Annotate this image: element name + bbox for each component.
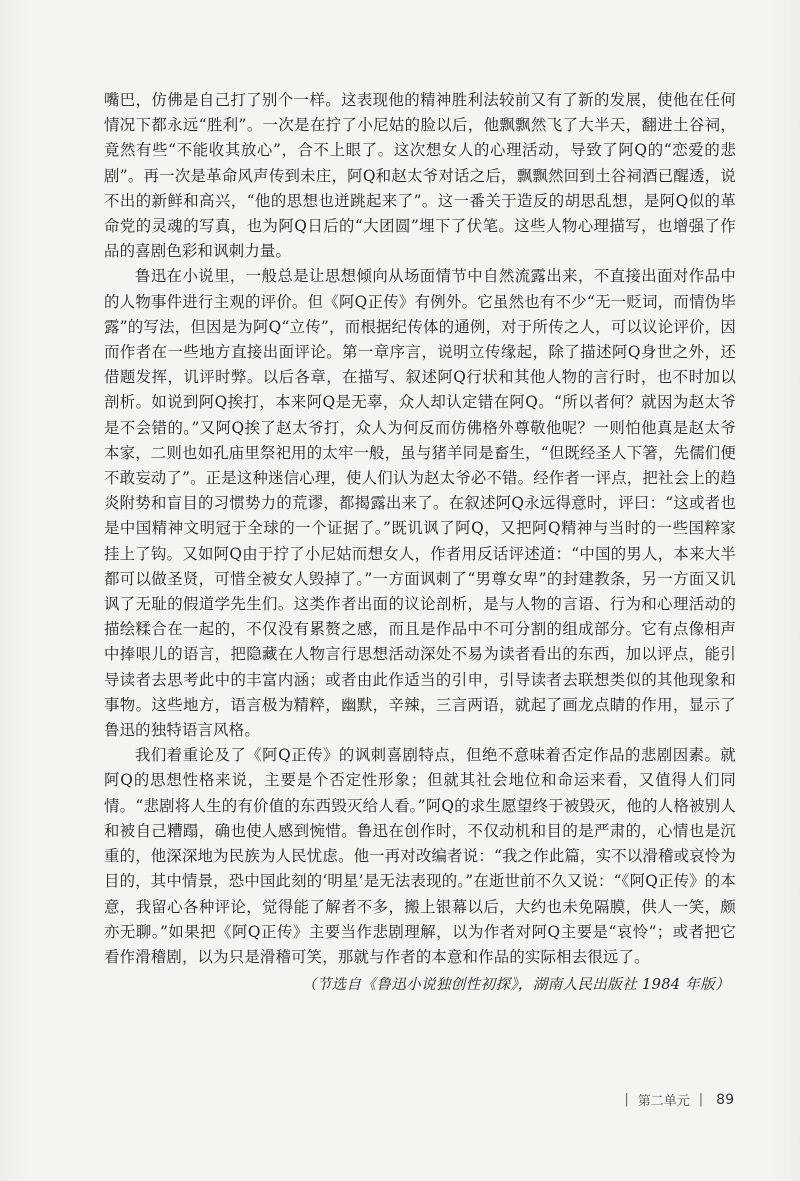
page-number: 89 [716, 1091, 734, 1108]
unit-label: 第二单元 [637, 1094, 690, 1109]
source-citation: （节选自《鲁迅小说独创性初探》，湖南人民出版社 1984 年版） [301, 976, 730, 994]
footer-divider-left: | [624, 1092, 629, 1107]
page-body [104, 88, 736, 997]
footer-divider-right: | [698, 1092, 704, 1107]
paragraph-author-commentary: 鲁迅在小说里，一般总是让思想倾向从场面情节中自然流露出来，不直接出面对作品中的人物事件进行主观的评价。但《阿Q正传》有例外。它虽然也有不少“无一贬词，而情伪毕露”的写法，但因是为阿Q“立传”，而根据纪传体的通例，对于所传之人，可以议论评价，因而作者在一些地方直接出面评论。第一章序言，说明立传缘起，除了描述阿Q身世之外，还借题发挥，讥评时弊。以后各章，在描写、叙述阿Q行状和其他人物的言行时，也不时加以剖析。如说到阿Q挨打，本来阿Q是无辜，众人却认定错在阿Q。“所以者何？就因为赵太爷是不会错的。”又阿Q挨了赵太爷打，众人为何反而仿佛格外尊敬他呢？一则怕他真是赵太爷本家，二则也如孔庙里祭祀用的太牢一般，虽与猪羊同是畜生，“但既经圣人下箸，先儒们便不敢妄动了”。正是这种迷信心理，使人们认为赵太爷必不错。经作者一评点，把社会上的趋炎附势和盲目的习惯势力的荒谬，都揭露出来了。在叙述阿Q永远得意时，评曰：“这或者也是中国精神文明冠于全球的一个证据了。”既讥讽了阿Q，又把阿Q精神与当时的一些国粹家挂上了钩。又如阿Q由于拧了小尼姑而想女人，作者用反话评述道：“中国的男人，本来大半都可以做圣贤，可惜全被女人毁掉了。”一方面讽刺了“男尊女卑”的封建教条，另一方面又讥讽了无耻的假道学先生们。这类作者出面的议论剖析，是与人物的言语、行为和心理活动的描绘糅合在一起的，不仅没有累赘之感，而且是作品中不可分割的组成部分。它有点像相声中捧哏儿的语言，把隐藏在人物言行思想活动深处不易为读者看出的东西，加以评点，能引导读者去思考此中的丰富内涵；或者由此作适当的引申，引导读者去联想类似的其他现象和事物。这些地方，语言极为精粹，幽默，辛辣，三言两语，就起了画龙点睛的作用，显示了鲁迅的独特语言风格。 [104, 267, 736, 740]
page-footer [624, 1090, 734, 1109]
paragraph-continued: 嘴巴，仿佛是自己打了别个一样。这表现他的精神胜利法较前又有了新的发展，使他在任何情况下都永远“胜利”。一次是在拧了小尼姑的脸以后，他飘飘然飞了大半天，翻进土谷祠，竟然有些“不能收其放心”，合不上眼了。这次想女人的心理活动，导致了阿Q的“恋爱的悲剧”。再一次是革命风声传到未庄，阿Q和赵太爷对话之后，飘飘然回到土谷祠酒已醒透，说不出的新鲜和高兴，“他的思想也迸跳起来了”。这一番关于造反的胡思乱想，是阿Q似的革命党的灵魂的写真，也为阿Q日后的“大团圆”埋下了伏笔。这些人物心理描写，也增强了作品的喜剧色彩和讽刺力量。 [104, 91, 736, 261]
paragraph-tragic-elements: 我们着重论及了《阿Q正传》的讽刺喜剧特点，但绝不意味着否定作品的悲剧因素。就阿Q的思想性格来说，主要是个否定性形象；但就其社会地位和命运来看，又值得人们同情。“悲剧将人生的有价值的东西毁灭给人看。”阿Q的求生愿望终于被毁灭，他的人格被别人和被自己糟蹋，确也使人感到惋惜。鲁迅在创作时，不仅动机和目的是严肃的，心情也是沉重的，他深深地为民族为人民忧虑。他一再对改编者说：“我之作此篇，实不以滑稽或哀怜为目的，其中情景，恐中国此刻的‘明星’是无法表现的。”在逝世前不久又说：“《阿Q正传》的本意，我留心各种评论，觉得能了解者不多，搬上银幕以后，大约也未免隔膜，供人一笑，颇亦无聊。”如果把《阿Q正传》主要当作悲剧理解，以为作者对阿Q主要是“哀怜”；或者把它看作滑稽剧，以为只是滑稽可笑，那就与作者的本意和作品的实际相去很远了。 [104, 746, 736, 966]
